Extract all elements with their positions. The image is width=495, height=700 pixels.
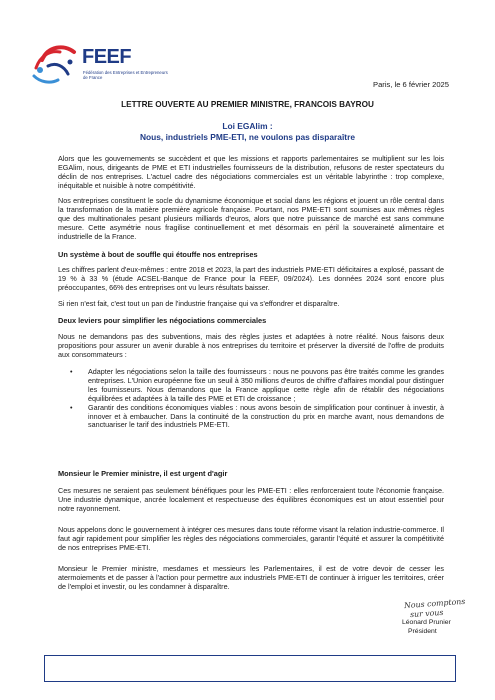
logo-subtitle: Fédération des Entreprises et Entrepreneurs de France bbox=[83, 70, 168, 81]
footer-frame bbox=[44, 655, 456, 682]
list-item: • Garantir des conditions économiques viables : nous avons besoin de simplification pour continuer à investir, à innover et à embaucher. Dans la continuité de la construction du prix en marche avant, nous demandons de sanctuariser le tarif des industriels PME-ETI. bbox=[70, 402, 444, 430]
bullet-icon: • bbox=[70, 367, 73, 376]
paragraph-proposals: Nous ne demandons pas des subventions, mais des règles justes et adaptées à notre réalité. Nous faisons deux propositions pour assurer un avenir durable à nos entreprises du territoire et préserver la diversité de l'offre de produits aux consommateurs : bbox=[58, 332, 444, 359]
feef-emblem-icon bbox=[28, 40, 80, 86]
paragraph-intro: Alors que les gouvernements se succèdent et que les missions et rapports parlementaires se multiplient sur les lois EGAlim, nous, dirigeants de PME et ETI industrielles fournisseurs de la distribution, refusons de rester spectateurs du déclin de nos entreprises. L'actuel cadre des négociations commerciales est un véritable labyrinthe : trop complexe, inéquitable et nuisible à notre compétitivité. bbox=[58, 154, 444, 190]
proposal-list bbox=[70, 368, 444, 430]
letter-title: LETTRE OUVERTE AU PREMIER MINISTRE, FRANCOIS BAYROU bbox=[121, 100, 374, 109]
letter-subtitle-line2: Nous, industriels PME-ETI, ne voulons pas disparaître bbox=[139, 132, 355, 142]
heading-system: Un système à bout de souffle qui étouffe nos entreprises bbox=[58, 250, 258, 259]
heading-urgency: Monsieur le Premier ministre, il est urgent d'agir bbox=[58, 469, 228, 478]
signer-name: Léonard Prunier bbox=[402, 619, 451, 626]
paragraph-closing: Monsieur le Premier ministre, mesdames et messieurs les Parlementaires, il est de votre devoir de cesser les atermoiements et de passer à l'action pour permettre aux industriels PME-ETI de continuer à irriguer les territoires, créer de l'emploi et investir, ou les condamner à disparaître. bbox=[58, 564, 444, 591]
letter-subtitle-line1: Loi EGAlim : bbox=[222, 121, 273, 131]
bullet-icon: • bbox=[70, 402, 73, 412]
list-item: • Adapter les négociations selon la taille des fournisseurs : nous ne pouvons pas être traités comme les grandes entreprises. L'Union européenne fixe un seuil à 350 millions d'euros de chiffre d'affaires mondial pour distinguer les fournisseurs. Nous demandons que la France applique cette règle afin de rétablir des négociations équilibrées et adaptées à la taille des PME et ETI de croissance ; bbox=[70, 367, 444, 403]
paragraph-call: Nous appelons donc le gouvernement à intégrer ces mesures dans toute réforme visant la relation industrie-commerce. Il faut agir rapidement pour simplifier les règles des négociations commerciales, garantir l'équité et assurer la compétitivité de nos entreprises PME-ETI. bbox=[58, 525, 444, 552]
signer-role: Président bbox=[408, 628, 437, 635]
paragraph-figures: Les chiffres parlent d'eux-mêmes : entre 2018 et 2023, la part des industriels PME-ETI déficitaires a explosé, passant de 19 % à 33 % (étude ACSEL-Banque de France pour la FEEF, 09/2024). Les données 2024 sont encore plus préoccupantes, 66% des entreprises ont vu leurs résultats baisser. bbox=[58, 265, 444, 292]
paragraph-benefits: Ces mesures ne seraient pas seulement bénéfiques pour les PME-ETI : elles renforceraient toute l'économie française. Une industrie dynamique, ancrée localement et respectueuse des équilibres économiques est un atout essentiel pour notre rayonnement. bbox=[58, 486, 444, 513]
letter-date: Paris, le 6 février 2025 bbox=[373, 80, 449, 89]
signature-handwriting-line2: sur vous bbox=[409, 607, 444, 620]
signature-handwriting-line1: Nous comptons bbox=[403, 596, 466, 611]
heading-levers: Deux leviers pour simplifier les négociations commerciales bbox=[58, 316, 267, 325]
paragraph-warning: Si rien n'est fait, c'est tout un pan de l'industrie française qui va s'effondrer et disparaître. bbox=[58, 299, 340, 308]
logo-wordmark: FEEF bbox=[82, 46, 132, 68]
feef-logo bbox=[28, 40, 168, 88]
paragraph-context: Nos entreprises constituent le socle du dynamisme économique et social dans les régions et jouent un rôle central dans la transformation de la matière première agricole française. Pourtant, nos PME-ETI sont soumises aux mêmes règles que des multinationales pesant plusieurs milliards d'euros, alors que notre puissance de marché est sans commune mesure. Cette asymétrie nous fragilise continuellement et met désormais en péril la souveraineté alimentaire et industrielle de la France. bbox=[58, 196, 444, 241]
